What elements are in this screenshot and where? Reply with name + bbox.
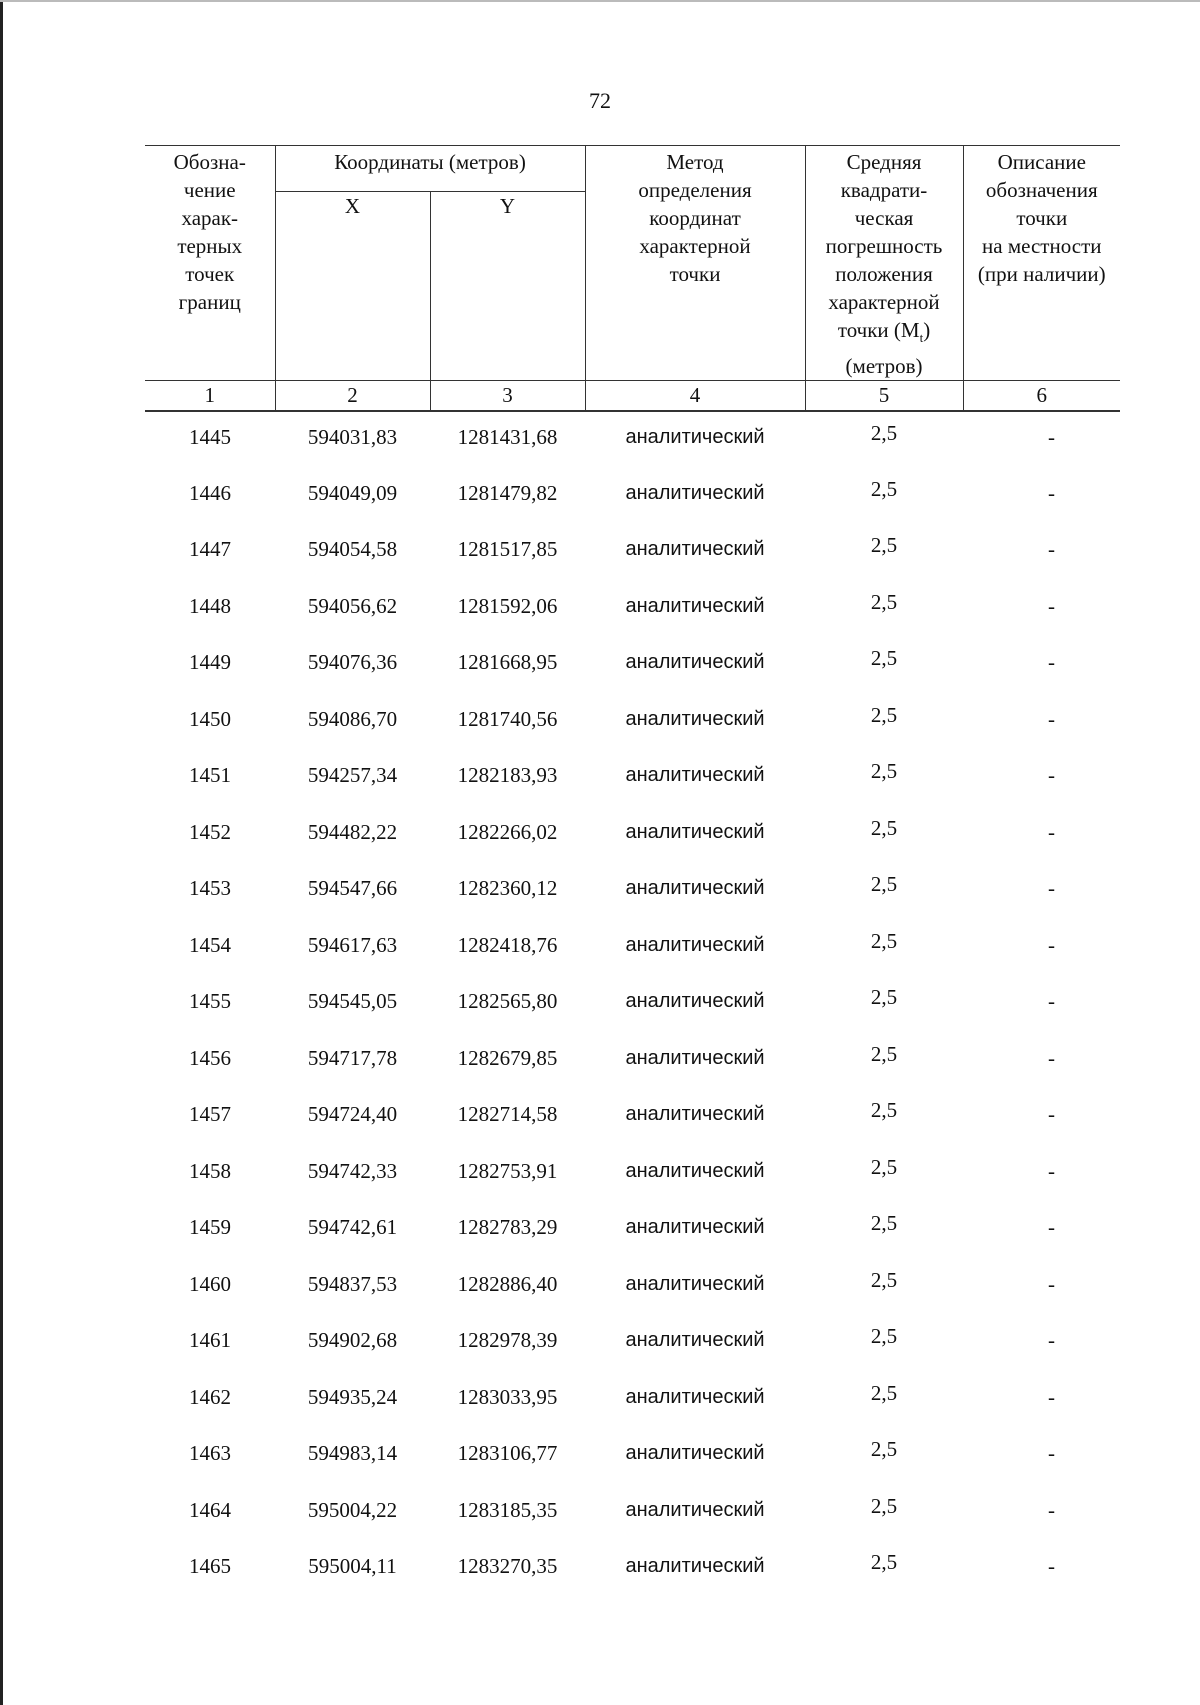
coord-x-cell: 594257,34 bbox=[307, 763, 398, 788]
coord-y-cell: 1282978,39 bbox=[457, 1328, 558, 1353]
method-cell: аналитический bbox=[625, 538, 765, 561]
description-cell: - bbox=[1048, 1045, 1056, 1070]
coord-y-cell: 1282183,93 bbox=[457, 763, 558, 788]
table-row bbox=[145, 411, 1120, 468]
table-row bbox=[145, 1033, 1120, 1090]
mean-error-cell: 2,5 bbox=[870, 1550, 898, 1575]
point-id-cell: 1464 bbox=[189, 1497, 231, 1522]
point-id-cell: 1456 bbox=[189, 1045, 231, 1070]
table-body bbox=[145, 411, 1120, 1598]
description-cell: - bbox=[1048, 1441, 1056, 1466]
method-cell: аналитический bbox=[625, 1159, 765, 1182]
description-cell: - bbox=[1048, 1215, 1056, 1240]
coord-y-cell: 1281668,95 bbox=[457, 650, 558, 675]
table-row bbox=[145, 637, 1120, 694]
description-cell: - bbox=[1048, 1497, 1056, 1522]
coord-x-cell: 595004,22 bbox=[307, 1497, 398, 1522]
coord-y-cell: 1281479,82 bbox=[457, 480, 558, 505]
mean-error-cell: 2,5 bbox=[870, 533, 898, 558]
point-id-cell: 1452 bbox=[189, 819, 231, 844]
table-row bbox=[145, 807, 1120, 864]
point-id-cell: 1448 bbox=[189, 593, 231, 618]
coord-x-cell: 594086,70 bbox=[307, 706, 398, 731]
header-mean-error-text: Средняя квадрати- ческая погрешность положения характерной точки (M bbox=[825, 150, 943, 342]
description-cell: - bbox=[1048, 1158, 1056, 1183]
coord-x-cell: 594049,09 bbox=[307, 480, 398, 505]
coord-y-cell: 1282418,76 bbox=[457, 932, 558, 957]
point-id-cell: 1459 bbox=[189, 1215, 231, 1240]
table-row bbox=[145, 1146, 1120, 1203]
page-number: 72 bbox=[589, 88, 611, 113]
coord-y-cell: 1282679,85 bbox=[457, 1045, 558, 1070]
point-id-cell: 1446 bbox=[189, 480, 231, 505]
point-id-cell: 1462 bbox=[189, 1384, 231, 1409]
description-cell: - bbox=[1048, 537, 1056, 562]
point-id-cell: 1457 bbox=[189, 1102, 231, 1127]
method-cell: аналитический bbox=[625, 1442, 765, 1465]
mean-error-cell: 2,5 bbox=[870, 1154, 898, 1179]
table-row bbox=[145, 1428, 1120, 1485]
column-number: 2 bbox=[275, 381, 430, 412]
header-description-text: Описание обозначения точки на местности (при наличии) bbox=[977, 150, 1106, 286]
coord-y-cell: 1281517,85 bbox=[457, 537, 558, 562]
header-point-designation bbox=[145, 146, 275, 381]
coord-y-cell: 1283270,35 bbox=[457, 1554, 558, 1579]
coord-y-cell: 1283033,95 bbox=[457, 1384, 558, 1409]
mean-error-cell: 2,5 bbox=[870, 872, 898, 897]
point-id-cell: 1461 bbox=[189, 1328, 231, 1353]
mean-error-cell: 2,5 bbox=[870, 1041, 898, 1066]
coord-x-cell: 594054,58 bbox=[307, 537, 398, 562]
method-cell: аналитический bbox=[625, 933, 765, 956]
header-description bbox=[963, 146, 1120, 381]
description-cell: - bbox=[1048, 1554, 1056, 1579]
coord-x-cell: 594617,63 bbox=[307, 932, 398, 957]
table-row bbox=[145, 976, 1120, 1033]
table-row bbox=[145, 1372, 1120, 1429]
mean-error-cell: 2,5 bbox=[870, 646, 898, 671]
coord-x-cell: 594837,53 bbox=[307, 1271, 398, 1296]
column-number: 3 bbox=[430, 381, 585, 412]
coord-x-cell: 595004,11 bbox=[308, 1554, 397, 1579]
description-cell: - bbox=[1048, 593, 1056, 618]
header-method bbox=[585, 146, 805, 381]
description-cell: - bbox=[1048, 932, 1056, 957]
header-coordinates-group: Координаты (метров) bbox=[275, 146, 585, 192]
table-row bbox=[145, 920, 1120, 977]
mean-error-cell: 2,5 bbox=[870, 589, 898, 614]
coord-y-cell: 1283185,35 bbox=[457, 1497, 558, 1522]
mean-error-cell: 2,5 bbox=[870, 1493, 898, 1518]
description-cell: - bbox=[1048, 1102, 1056, 1127]
coord-x-cell: 594983,14 bbox=[307, 1441, 398, 1466]
point-id-cell: 1465 bbox=[189, 1554, 231, 1579]
mean-error-cell: 2,5 bbox=[870, 1267, 898, 1292]
scan-top-edge bbox=[0, 0, 1200, 2]
table-row bbox=[145, 1089, 1120, 1146]
coord-y-cell: 1282565,80 bbox=[457, 989, 558, 1014]
header-point-designation-text: Обозна- чение харак- терных точек границ bbox=[173, 150, 246, 314]
method-cell: аналитический bbox=[625, 820, 765, 843]
coord-x-cell: 594724,40 bbox=[307, 1102, 398, 1127]
coord-x-cell: 594031,83 bbox=[307, 425, 398, 450]
mean-error-cell: 2,5 bbox=[870, 1211, 898, 1236]
table-row bbox=[145, 863, 1120, 920]
coord-y-cell: 1282266,02 bbox=[457, 819, 558, 844]
description-cell: - bbox=[1048, 763, 1056, 788]
method-cell: аналитический bbox=[625, 651, 765, 674]
description-cell: - bbox=[1048, 876, 1056, 901]
mean-error-cell: 2,5 bbox=[870, 1437, 898, 1462]
coord-x-cell: 594056,62 bbox=[307, 593, 398, 618]
table-row bbox=[145, 524, 1120, 581]
mean-error-cell: 2,5 bbox=[870, 815, 898, 840]
method-cell: аналитический bbox=[625, 764, 765, 787]
header-mean-error bbox=[805, 146, 963, 381]
header-y: Y bbox=[430, 192, 585, 381]
mean-error-cell: 2,5 bbox=[870, 759, 898, 784]
description-cell: - bbox=[1048, 480, 1056, 505]
table-row bbox=[145, 1541, 1120, 1598]
method-cell: аналитический bbox=[625, 1385, 765, 1408]
point-id-cell: 1447 bbox=[189, 537, 231, 562]
mean-error-cell: 2,5 bbox=[870, 702, 898, 727]
method-cell: аналитический bbox=[625, 594, 765, 617]
column-number: 5 bbox=[805, 381, 963, 412]
coord-y-cell: 1281740,56 bbox=[457, 706, 558, 731]
table-row bbox=[145, 750, 1120, 807]
header-method-text: Метод определения координат характерной точки bbox=[638, 150, 752, 286]
header-x: X bbox=[275, 192, 430, 381]
mean-error-cell: 2,5 bbox=[870, 1098, 898, 1123]
mean-error-cell: 2,5 bbox=[870, 1324, 898, 1349]
description-cell: - bbox=[1048, 425, 1056, 450]
coord-x-cell: 594902,68 bbox=[307, 1328, 398, 1353]
header-mean-error-tail: ) (метров) bbox=[845, 318, 931, 379]
point-id-cell: 1445 bbox=[189, 425, 231, 450]
column-number: 6 bbox=[963, 381, 1120, 412]
method-cell: аналитический bbox=[625, 1498, 765, 1521]
method-cell: аналитический bbox=[625, 1046, 765, 1069]
table-header bbox=[145, 146, 1120, 412]
coord-y-cell: 1281592,06 bbox=[457, 593, 558, 618]
coord-y-cell: 1282783,29 bbox=[457, 1215, 558, 1240]
coord-y-cell: 1282714,58 bbox=[457, 1102, 558, 1127]
method-cell: аналитический bbox=[625, 426, 765, 449]
header-mean-error-subscript: t bbox=[919, 330, 924, 346]
coord-y-cell: 1281431,68 bbox=[457, 425, 558, 450]
description-cell: - bbox=[1048, 1271, 1056, 1296]
table-row bbox=[145, 1259, 1120, 1316]
mean-error-cell: 2,5 bbox=[870, 476, 898, 501]
coord-y-cell: 1282360,12 bbox=[457, 876, 558, 901]
coord-x-cell: 594742,61 bbox=[307, 1215, 398, 1240]
coord-y-cell: 1283106,77 bbox=[457, 1441, 558, 1466]
description-cell: - bbox=[1048, 819, 1056, 844]
method-cell: аналитический bbox=[625, 481, 765, 504]
table-row bbox=[145, 1315, 1120, 1372]
description-cell: - bbox=[1048, 1328, 1056, 1353]
method-cell: аналитический bbox=[625, 990, 765, 1013]
scan-left-edge bbox=[0, 0, 3, 1705]
coord-y-cell: 1282753,91 bbox=[457, 1158, 558, 1183]
column-number-row bbox=[145, 381, 1120, 412]
mean-error-cell: 2,5 bbox=[870, 928, 898, 953]
point-id-cell: 1454 bbox=[189, 932, 231, 957]
method-cell: аналитический bbox=[625, 1272, 765, 1295]
point-id-cell: 1455 bbox=[189, 989, 231, 1014]
description-cell: - bbox=[1048, 989, 1056, 1014]
coord-x-cell: 594076,36 bbox=[307, 650, 398, 675]
mean-error-cell: 2,5 bbox=[870, 421, 898, 446]
table-row bbox=[145, 1202, 1120, 1259]
coord-x-cell: 594545,05 bbox=[307, 989, 398, 1014]
coord-y-cell: 1282886,40 bbox=[457, 1271, 558, 1296]
coord-x-cell: 594717,78 bbox=[307, 1045, 398, 1070]
column-number: 1 bbox=[145, 381, 275, 412]
method-cell: аналитический bbox=[625, 1103, 765, 1126]
coord-x-cell: 594935,24 bbox=[307, 1384, 398, 1409]
point-id-cell: 1460 bbox=[189, 1271, 231, 1296]
point-id-cell: 1449 bbox=[189, 650, 231, 675]
point-id-cell: 1463 bbox=[189, 1441, 231, 1466]
mean-error-cell: 2,5 bbox=[870, 1380, 898, 1405]
point-id-cell: 1450 bbox=[189, 706, 231, 731]
description-cell: - bbox=[1048, 650, 1056, 675]
coordinates-table bbox=[145, 145, 1120, 1598]
table-row bbox=[145, 694, 1120, 751]
point-id-cell: 1458 bbox=[189, 1158, 231, 1183]
table-row bbox=[145, 1485, 1120, 1542]
method-cell: аналитический bbox=[625, 877, 765, 900]
table-row bbox=[145, 468, 1120, 525]
point-id-cell: 1453 bbox=[189, 876, 231, 901]
coord-x-cell: 594547,66 bbox=[307, 876, 398, 901]
method-cell: аналитический bbox=[625, 707, 765, 730]
description-cell: - bbox=[1048, 706, 1056, 731]
point-id-cell: 1451 bbox=[189, 763, 231, 788]
description-cell: - bbox=[1048, 1384, 1056, 1409]
table-row bbox=[145, 581, 1120, 638]
method-cell: аналитический bbox=[625, 1216, 765, 1239]
column-number: 4 bbox=[585, 381, 805, 412]
method-cell: аналитический bbox=[625, 1329, 765, 1352]
coord-x-cell: 594742,33 bbox=[307, 1158, 398, 1183]
coord-x-cell: 594482,22 bbox=[307, 819, 398, 844]
mean-error-cell: 2,5 bbox=[870, 985, 898, 1010]
method-cell: аналитический bbox=[625, 1555, 765, 1578]
